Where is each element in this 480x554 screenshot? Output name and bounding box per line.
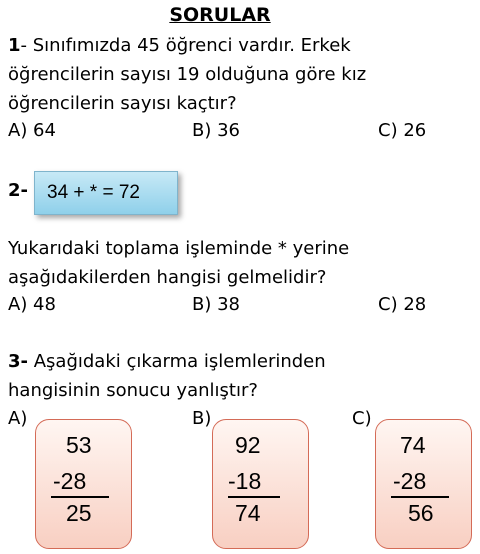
question-3-number: 3- (8, 351, 28, 372)
q3-option-b-label[interactable]: B) (192, 408, 212, 429)
q2-option-a[interactable]: A) 48 (8, 294, 56, 315)
question-1-line-3: öğrencilerin sayısı kaçtır? (8, 93, 237, 114)
card-b-subtrahend: -18 (228, 468, 262, 494)
question-3-line-2: hangisinin sonucu yanlıştır? (8, 380, 258, 401)
question-1-line-1: - Sınıfımızda 45 öğrenci vardır. Erkek (20, 35, 351, 56)
card-a-result: 25 (66, 500, 92, 526)
question-3 (8, 347, 326, 405)
card-a-minuend: 53 (66, 432, 92, 458)
card-c-minuend: 74 (400, 432, 426, 458)
subtraction-card-c[interactable] (375, 419, 472, 549)
page-title: SORULAR (169, 4, 271, 26)
equation-text: 34 + * = 72 (47, 182, 140, 203)
question-2-line-2: aşağıdakilerden hangisi gelmelidir? (8, 267, 327, 288)
q3-option-a-label[interactable]: A) (8, 408, 28, 429)
q1-option-c[interactable]: C) 26 (378, 120, 427, 141)
q1-option-b[interactable]: B) 36 (192, 120, 240, 141)
subtraction-card-b[interactable] (212, 419, 309, 549)
question-3-line-1: Aşağıdaki çıkarma işlemlerinden (28, 351, 326, 372)
card-c-subtrahend: -28 (393, 468, 427, 494)
question-1 (8, 31, 366, 118)
card-a-subtrahend: -28 (53, 468, 87, 494)
card-b-minuend: 92 (235, 432, 261, 458)
q3-option-c-label[interactable]: C) (352, 408, 372, 429)
question-2 (8, 234, 349, 292)
card-a-result-line (51, 496, 109, 498)
equation-box (34, 171, 178, 215)
card-c-result: 56 (408, 500, 434, 526)
question-2-line-1: Yukarıdaki toplama işleminde * yerine (8, 238, 350, 259)
subtraction-card-a[interactable] (35, 419, 132, 549)
card-b-result: 74 (235, 500, 261, 526)
q1-option-a[interactable]: A) 64 (8, 120, 56, 141)
q2-option-b[interactable]: B) 38 (192, 294, 240, 315)
question-2-number: 2- (8, 180, 28, 201)
card-b-result-line (228, 496, 280, 498)
question-1-number: 1 (8, 35, 21, 56)
q2-option-c[interactable]: C) 28 (378, 294, 427, 315)
card-c-result-line (391, 496, 449, 498)
question-1-line-2: öğrencilerin sayısı 19 olduğuna göre kız (8, 64, 367, 85)
